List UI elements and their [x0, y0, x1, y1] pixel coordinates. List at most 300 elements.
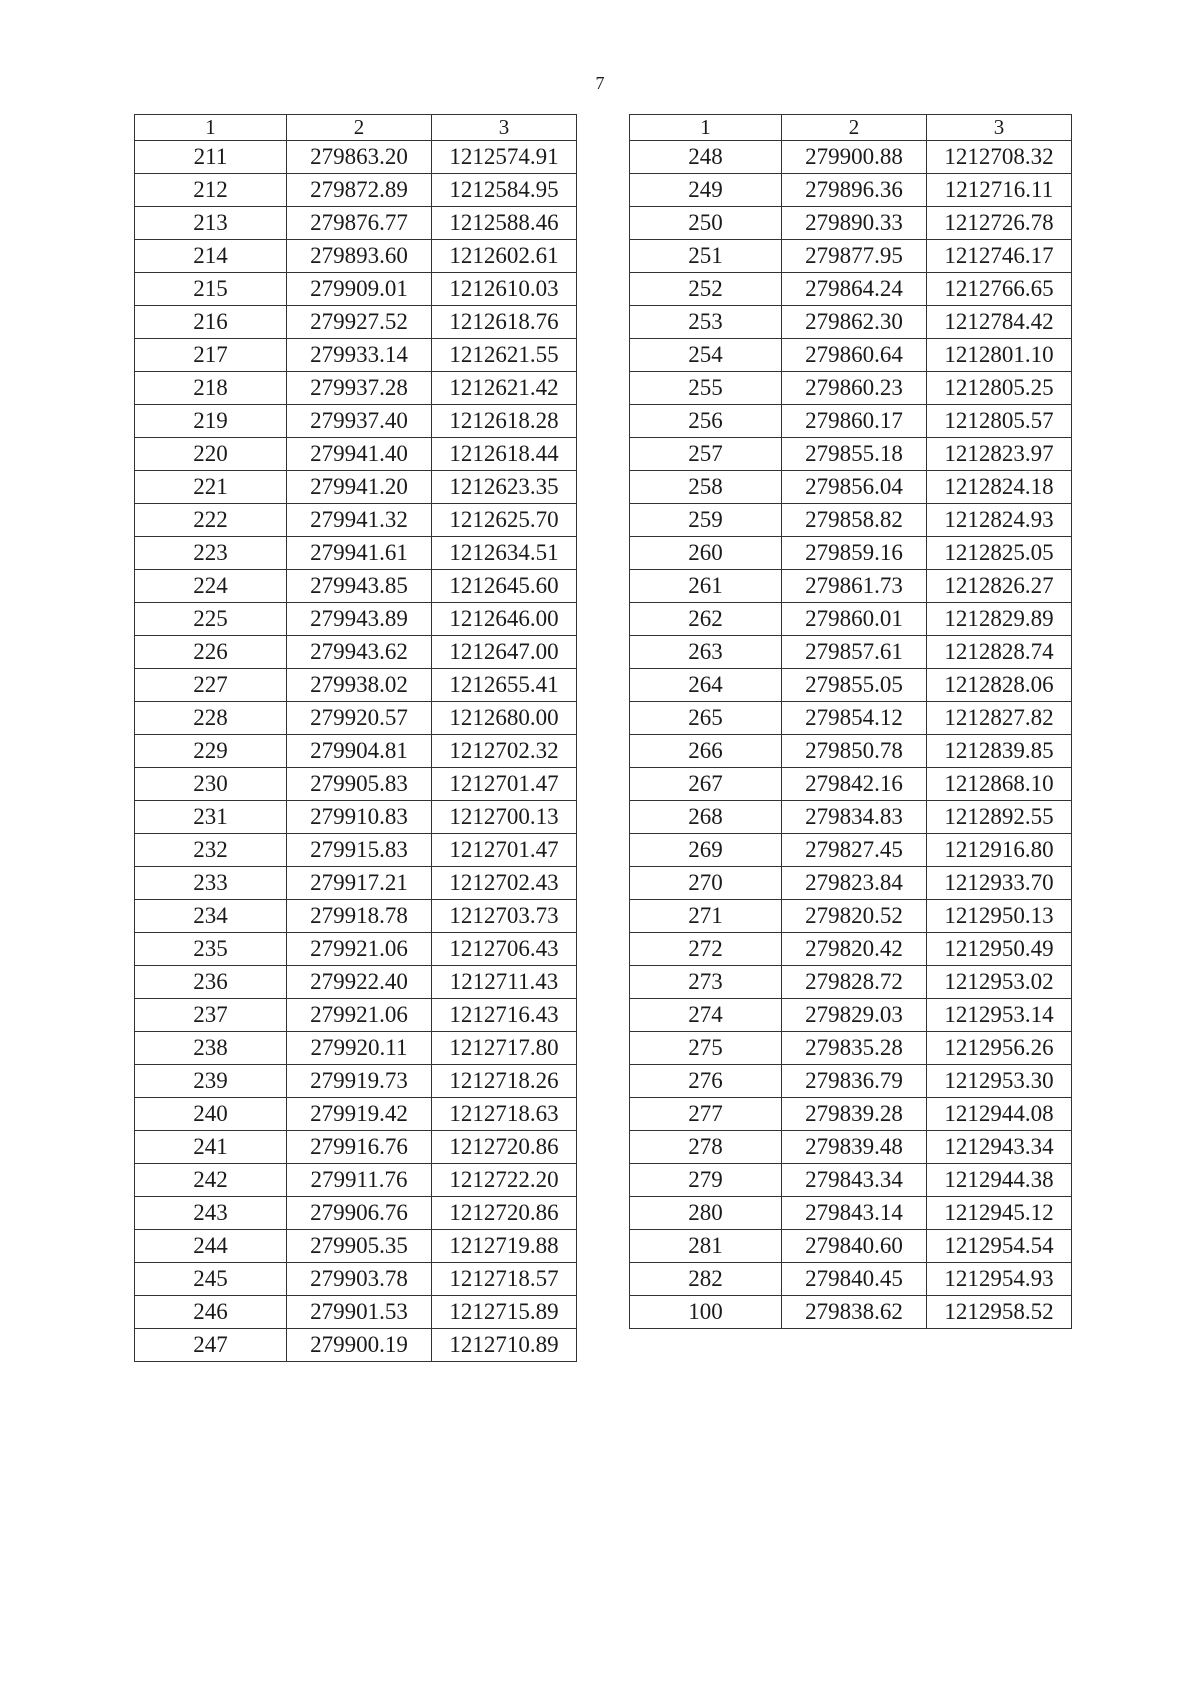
table-row	[135, 801, 577, 834]
point-number-cell: 279	[630, 1164, 782, 1197]
table-row	[135, 834, 577, 867]
table-row	[630, 471, 1072, 504]
point-number-cell: 266	[630, 735, 782, 768]
y-coordinate-cell: 1212706.43	[432, 933, 577, 966]
y-coordinate-cell: 1212618.76	[432, 306, 577, 339]
y-coordinate-cell: 1212701.47	[432, 768, 577, 801]
table-row	[135, 1296, 577, 1329]
x-coordinate-cell: 279917.21	[287, 867, 432, 900]
y-coordinate-cell: 1212824.18	[927, 471, 1072, 504]
x-coordinate-cell: 279937.28	[287, 372, 432, 405]
table-row	[630, 141, 1072, 174]
point-number-cell: 243	[135, 1197, 287, 1230]
point-number-cell: 276	[630, 1065, 782, 1098]
point-number-cell: 220	[135, 438, 287, 471]
point-number-cell: 239	[135, 1065, 287, 1098]
point-number-cell: 269	[630, 834, 782, 867]
point-number-cell: 212	[135, 174, 287, 207]
table-row	[135, 1197, 577, 1230]
point-number-cell: 232	[135, 834, 287, 867]
y-coordinate-cell: 1212954.93	[927, 1263, 1072, 1296]
x-coordinate-cell: 279903.78	[287, 1263, 432, 1296]
y-coordinate-cell: 1212958.52	[927, 1296, 1072, 1329]
column-header-3: 3	[927, 115, 1072, 141]
point-number-cell: 277	[630, 1098, 782, 1131]
point-number-cell: 240	[135, 1098, 287, 1131]
x-coordinate-cell: 279827.45	[782, 834, 927, 867]
x-coordinate-cell: 279843.14	[782, 1197, 927, 1230]
point-number-cell: 244	[135, 1230, 287, 1263]
table-row	[135, 141, 577, 174]
table-row	[630, 1296, 1072, 1329]
x-coordinate-cell: 279919.42	[287, 1098, 432, 1131]
y-coordinate-cell: 1212716.43	[432, 999, 577, 1032]
coordinates-table-right	[629, 114, 1072, 1329]
point-number-cell: 274	[630, 999, 782, 1032]
point-number-cell: 257	[630, 438, 782, 471]
point-number-cell: 225	[135, 603, 287, 636]
x-coordinate-cell: 279855.05	[782, 669, 927, 702]
point-number-cell: 261	[630, 570, 782, 603]
column-header-2: 2	[782, 115, 927, 141]
point-number-cell: 247	[135, 1329, 287, 1362]
table-row	[630, 405, 1072, 438]
x-coordinate-cell: 279839.48	[782, 1131, 927, 1164]
point-number-cell: 228	[135, 702, 287, 735]
table-row	[135, 669, 577, 702]
table-row	[135, 306, 577, 339]
table-row	[135, 339, 577, 372]
y-coordinate-cell: 1212823.97	[927, 438, 1072, 471]
table-row	[630, 1263, 1072, 1296]
table-row	[135, 240, 577, 273]
point-number-cell: 226	[135, 636, 287, 669]
y-coordinate-cell: 1212766.65	[927, 273, 1072, 306]
table-row	[630, 1065, 1072, 1098]
point-number-cell: 216	[135, 306, 287, 339]
x-coordinate-cell: 279896.36	[782, 174, 927, 207]
y-coordinate-cell: 1212634.51	[432, 537, 577, 570]
y-coordinate-cell: 1212718.63	[432, 1098, 577, 1131]
y-coordinate-cell: 1212702.43	[432, 867, 577, 900]
x-coordinate-cell: 279856.04	[782, 471, 927, 504]
table-row	[630, 1197, 1072, 1230]
x-coordinate-cell: 279820.52	[782, 900, 927, 933]
y-coordinate-cell: 1212950.13	[927, 900, 1072, 933]
table-row	[630, 933, 1072, 966]
y-coordinate-cell: 1212625.70	[432, 504, 577, 537]
point-number-cell: 275	[630, 1032, 782, 1065]
point-number-cell: 264	[630, 669, 782, 702]
table-row	[135, 471, 577, 504]
x-coordinate-cell: 279943.85	[287, 570, 432, 603]
y-coordinate-cell: 1212645.60	[432, 570, 577, 603]
y-coordinate-cell: 1212805.57	[927, 405, 1072, 438]
table-row	[135, 504, 577, 537]
x-coordinate-cell: 279876.77	[287, 207, 432, 240]
x-coordinate-cell: 279937.40	[287, 405, 432, 438]
table-row	[630, 537, 1072, 570]
y-coordinate-cell: 1212944.38	[927, 1164, 1072, 1197]
point-number-cell: 256	[630, 405, 782, 438]
x-coordinate-cell: 279922.40	[287, 966, 432, 999]
y-coordinate-cell: 1212588.46	[432, 207, 577, 240]
x-coordinate-cell: 279916.76	[287, 1131, 432, 1164]
table-row	[135, 1032, 577, 1065]
table-row	[630, 702, 1072, 735]
y-coordinate-cell: 1212722.20	[432, 1164, 577, 1197]
x-coordinate-cell: 279921.06	[287, 933, 432, 966]
x-coordinate-cell: 279872.89	[287, 174, 432, 207]
table-row	[135, 174, 577, 207]
y-coordinate-cell: 1212680.00	[432, 702, 577, 735]
x-coordinate-cell: 279857.61	[782, 636, 927, 669]
y-coordinate-cell: 1212711.43	[432, 966, 577, 999]
table-row	[630, 306, 1072, 339]
x-coordinate-cell: 279890.33	[782, 207, 927, 240]
point-number-cell: 230	[135, 768, 287, 801]
table-row	[630, 207, 1072, 240]
x-coordinate-cell: 279941.32	[287, 504, 432, 537]
point-number-cell: 236	[135, 966, 287, 999]
y-coordinate-cell: 1212718.57	[432, 1263, 577, 1296]
point-number-cell: 214	[135, 240, 287, 273]
y-coordinate-cell: 1212945.12	[927, 1197, 1072, 1230]
table-row	[135, 570, 577, 603]
point-number-cell: 280	[630, 1197, 782, 1230]
y-coordinate-cell: 1212826.27	[927, 570, 1072, 603]
point-number-cell: 242	[135, 1164, 287, 1197]
table-header-row	[135, 115, 577, 141]
x-coordinate-cell: 279862.30	[782, 306, 927, 339]
x-coordinate-cell: 279840.60	[782, 1230, 927, 1263]
y-coordinate-cell: 1212954.54	[927, 1230, 1072, 1263]
y-coordinate-cell: 1212655.41	[432, 669, 577, 702]
y-coordinate-cell: 1212953.30	[927, 1065, 1072, 1098]
table-row	[630, 801, 1072, 834]
point-number-cell: 229	[135, 735, 287, 768]
point-number-cell: 215	[135, 273, 287, 306]
table-row	[630, 1098, 1072, 1131]
x-coordinate-cell: 279943.89	[287, 603, 432, 636]
y-coordinate-cell: 1212828.06	[927, 669, 1072, 702]
y-coordinate-cell: 1212708.32	[927, 141, 1072, 174]
point-number-cell: 245	[135, 1263, 287, 1296]
x-coordinate-cell: 279943.62	[287, 636, 432, 669]
table-row	[630, 273, 1072, 306]
y-coordinate-cell: 1212827.82	[927, 702, 1072, 735]
x-coordinate-cell: 279854.12	[782, 702, 927, 735]
y-coordinate-cell: 1212717.80	[432, 1032, 577, 1065]
x-coordinate-cell: 279906.76	[287, 1197, 432, 1230]
table-row	[135, 273, 577, 306]
point-number-cell: 249	[630, 174, 782, 207]
point-number-cell: 223	[135, 537, 287, 570]
table-row	[630, 1230, 1072, 1263]
x-coordinate-cell: 279933.14	[287, 339, 432, 372]
y-coordinate-cell: 1212623.35	[432, 471, 577, 504]
x-coordinate-cell: 279941.20	[287, 471, 432, 504]
y-coordinate-cell: 1212618.28	[432, 405, 577, 438]
y-coordinate-cell: 1212720.86	[432, 1197, 577, 1230]
table-row	[630, 636, 1072, 669]
y-coordinate-cell: 1212584.95	[432, 174, 577, 207]
point-number-cell: 222	[135, 504, 287, 537]
table-row	[135, 735, 577, 768]
table-row	[630, 900, 1072, 933]
point-number-cell: 282	[630, 1263, 782, 1296]
x-coordinate-cell: 279860.01	[782, 603, 927, 636]
table-row	[630, 603, 1072, 636]
y-coordinate-cell: 1212784.42	[927, 306, 1072, 339]
x-coordinate-cell: 279901.53	[287, 1296, 432, 1329]
x-coordinate-cell: 279860.64	[782, 339, 927, 372]
table-row	[630, 768, 1072, 801]
x-coordinate-cell: 279850.78	[782, 735, 927, 768]
y-coordinate-cell: 1212646.00	[432, 603, 577, 636]
table-row	[630, 867, 1072, 900]
point-number-cell: 281	[630, 1230, 782, 1263]
point-number-cell: 248	[630, 141, 782, 174]
y-coordinate-cell: 1212621.55	[432, 339, 577, 372]
y-coordinate-cell: 1212703.73	[432, 900, 577, 933]
x-coordinate-cell: 279877.95	[782, 240, 927, 273]
point-number-cell: 268	[630, 801, 782, 834]
x-coordinate-cell: 279823.84	[782, 867, 927, 900]
y-coordinate-cell: 1212953.02	[927, 966, 1072, 999]
x-coordinate-cell: 279861.73	[782, 570, 927, 603]
table-row	[630, 570, 1072, 603]
x-coordinate-cell: 279864.24	[782, 273, 927, 306]
table-row	[135, 603, 577, 636]
table-row	[630, 1131, 1072, 1164]
y-coordinate-cell: 1212719.88	[432, 1230, 577, 1263]
point-number-cell: 211	[135, 141, 287, 174]
table-row	[135, 1263, 577, 1296]
x-coordinate-cell: 279938.02	[287, 669, 432, 702]
point-number-cell: 273	[630, 966, 782, 999]
point-number-cell: 263	[630, 636, 782, 669]
y-coordinate-cell: 1212710.89	[432, 1329, 577, 1362]
table-row	[135, 1329, 577, 1362]
column-header-1: 1	[630, 115, 782, 141]
point-number-cell: 213	[135, 207, 287, 240]
table-row	[630, 735, 1072, 768]
x-coordinate-cell: 279820.42	[782, 933, 927, 966]
point-number-cell: 233	[135, 867, 287, 900]
point-number-cell: 218	[135, 372, 287, 405]
coordinates-table-left	[134, 114, 577, 1362]
x-coordinate-cell: 279829.03	[782, 999, 927, 1032]
x-coordinate-cell: 279840.45	[782, 1263, 927, 1296]
x-coordinate-cell: 279909.01	[287, 273, 432, 306]
table-row	[135, 999, 577, 1032]
x-coordinate-cell: 279900.19	[287, 1329, 432, 1362]
table-row	[135, 636, 577, 669]
point-number-cell: 272	[630, 933, 782, 966]
x-coordinate-cell: 279860.17	[782, 405, 927, 438]
table-row	[630, 834, 1072, 867]
point-number-cell: 267	[630, 768, 782, 801]
x-coordinate-cell: 279839.28	[782, 1098, 927, 1131]
y-coordinate-cell: 1212574.91	[432, 141, 577, 174]
table-header-row	[630, 115, 1072, 141]
y-coordinate-cell: 1212702.32	[432, 735, 577, 768]
table-row	[135, 966, 577, 999]
y-coordinate-cell: 1212701.47	[432, 834, 577, 867]
table-row	[135, 867, 577, 900]
point-number-cell: 224	[135, 570, 287, 603]
table-row	[135, 1230, 577, 1263]
table-row	[135, 768, 577, 801]
table-row	[135, 537, 577, 570]
point-number-cell: 217	[135, 339, 287, 372]
y-coordinate-cell: 1212916.80	[927, 834, 1072, 867]
column-header-3: 3	[432, 115, 577, 141]
y-coordinate-cell: 1212647.00	[432, 636, 577, 669]
y-coordinate-cell: 1212933.70	[927, 867, 1072, 900]
x-coordinate-cell: 279910.83	[287, 801, 432, 834]
table-row	[135, 207, 577, 240]
x-coordinate-cell: 279900.88	[782, 141, 927, 174]
point-number-cell: 260	[630, 537, 782, 570]
point-number-cell: 241	[135, 1131, 287, 1164]
table-row	[135, 1164, 577, 1197]
y-coordinate-cell: 1212718.26	[432, 1065, 577, 1098]
table-row	[630, 372, 1072, 405]
point-number-cell: 254	[630, 339, 782, 372]
x-coordinate-cell: 279858.82	[782, 504, 927, 537]
x-coordinate-cell: 279838.62	[782, 1296, 927, 1329]
table-row	[630, 174, 1072, 207]
point-number-cell: 227	[135, 669, 287, 702]
point-number-cell: 237	[135, 999, 287, 1032]
column-header-1: 1	[135, 115, 287, 141]
y-coordinate-cell: 1212716.11	[927, 174, 1072, 207]
x-coordinate-cell: 279915.83	[287, 834, 432, 867]
table-row	[630, 504, 1072, 537]
x-coordinate-cell: 279828.72	[782, 966, 927, 999]
x-coordinate-cell: 279920.11	[287, 1032, 432, 1065]
y-coordinate-cell: 1212892.55	[927, 801, 1072, 834]
y-coordinate-cell: 1212868.10	[927, 768, 1072, 801]
table-row	[630, 669, 1072, 702]
y-coordinate-cell: 1212715.89	[432, 1296, 577, 1329]
y-coordinate-cell: 1212824.93	[927, 504, 1072, 537]
point-number-cell: 278	[630, 1131, 782, 1164]
table-row	[630, 1164, 1072, 1197]
y-coordinate-cell: 1212944.08	[927, 1098, 1072, 1131]
y-coordinate-cell: 1212746.17	[927, 240, 1072, 273]
x-coordinate-cell: 279905.83	[287, 768, 432, 801]
x-coordinate-cell: 279834.83	[782, 801, 927, 834]
x-coordinate-cell: 279941.40	[287, 438, 432, 471]
y-coordinate-cell: 1212805.25	[927, 372, 1072, 405]
point-number-cell: 258	[630, 471, 782, 504]
table-row	[630, 999, 1072, 1032]
table-row	[135, 438, 577, 471]
column-header-2: 2	[287, 115, 432, 141]
table-row	[135, 1098, 577, 1131]
point-number-cell: 246	[135, 1296, 287, 1329]
table-row	[135, 1065, 577, 1098]
y-coordinate-cell: 1212950.49	[927, 933, 1072, 966]
point-number-cell: 259	[630, 504, 782, 537]
y-coordinate-cell: 1212610.03	[432, 273, 577, 306]
point-number-cell: 253	[630, 306, 782, 339]
y-coordinate-cell: 1212828.74	[927, 636, 1072, 669]
table-row	[135, 900, 577, 933]
x-coordinate-cell: 279835.28	[782, 1032, 927, 1065]
y-coordinate-cell: 1212953.14	[927, 999, 1072, 1032]
table-row	[135, 933, 577, 966]
point-number-cell: 238	[135, 1032, 287, 1065]
x-coordinate-cell: 279843.34	[782, 1164, 927, 1197]
table-row	[135, 1131, 577, 1164]
table-row	[630, 1032, 1072, 1065]
x-coordinate-cell: 279855.18	[782, 438, 927, 471]
point-number-cell: 231	[135, 801, 287, 834]
x-coordinate-cell: 279836.79	[782, 1065, 927, 1098]
table-row	[135, 702, 577, 735]
point-number-cell: 271	[630, 900, 782, 933]
point-number-cell: 252	[630, 273, 782, 306]
table-row	[135, 372, 577, 405]
table-row	[630, 966, 1072, 999]
x-coordinate-cell: 279927.52	[287, 306, 432, 339]
y-coordinate-cell: 1212829.89	[927, 603, 1072, 636]
point-number-cell: 255	[630, 372, 782, 405]
table-row	[630, 438, 1072, 471]
y-coordinate-cell: 1212956.26	[927, 1032, 1072, 1065]
y-coordinate-cell: 1212602.61	[432, 240, 577, 273]
x-coordinate-cell: 279911.76	[287, 1164, 432, 1197]
y-coordinate-cell: 1212720.86	[432, 1131, 577, 1164]
x-coordinate-cell: 279893.60	[287, 240, 432, 273]
x-coordinate-cell: 279918.78	[287, 900, 432, 933]
y-coordinate-cell: 1212825.05	[927, 537, 1072, 570]
y-coordinate-cell: 1212943.34	[927, 1131, 1072, 1164]
point-number-cell: 251	[630, 240, 782, 273]
x-coordinate-cell: 279921.06	[287, 999, 432, 1032]
point-number-cell: 235	[135, 933, 287, 966]
point-number-cell: 234	[135, 900, 287, 933]
y-coordinate-cell: 1212618.44	[432, 438, 577, 471]
x-coordinate-cell: 279920.57	[287, 702, 432, 735]
x-coordinate-cell: 279904.81	[287, 735, 432, 768]
point-number-cell: 265	[630, 702, 782, 735]
y-coordinate-cell: 1212801.10	[927, 339, 1072, 372]
table-row	[630, 240, 1072, 273]
x-coordinate-cell: 279919.73	[287, 1065, 432, 1098]
point-number-cell: 100	[630, 1296, 782, 1329]
table-body	[135, 141, 577, 1362]
y-coordinate-cell: 1212726.78	[927, 207, 1072, 240]
x-coordinate-cell: 279859.16	[782, 537, 927, 570]
point-number-cell: 262	[630, 603, 782, 636]
table-body	[630, 141, 1072, 1329]
x-coordinate-cell: 279941.61	[287, 537, 432, 570]
point-number-cell: 250	[630, 207, 782, 240]
x-coordinate-cell: 279860.23	[782, 372, 927, 405]
x-coordinate-cell: 279863.20	[287, 141, 432, 174]
point-number-cell: 221	[135, 471, 287, 504]
y-coordinate-cell: 1212839.85	[927, 735, 1072, 768]
x-coordinate-cell: 279842.16	[782, 768, 927, 801]
y-coordinate-cell: 1212621.42	[432, 372, 577, 405]
page-number: 7	[595, 73, 605, 93]
y-coordinate-cell: 1212700.13	[432, 801, 577, 834]
